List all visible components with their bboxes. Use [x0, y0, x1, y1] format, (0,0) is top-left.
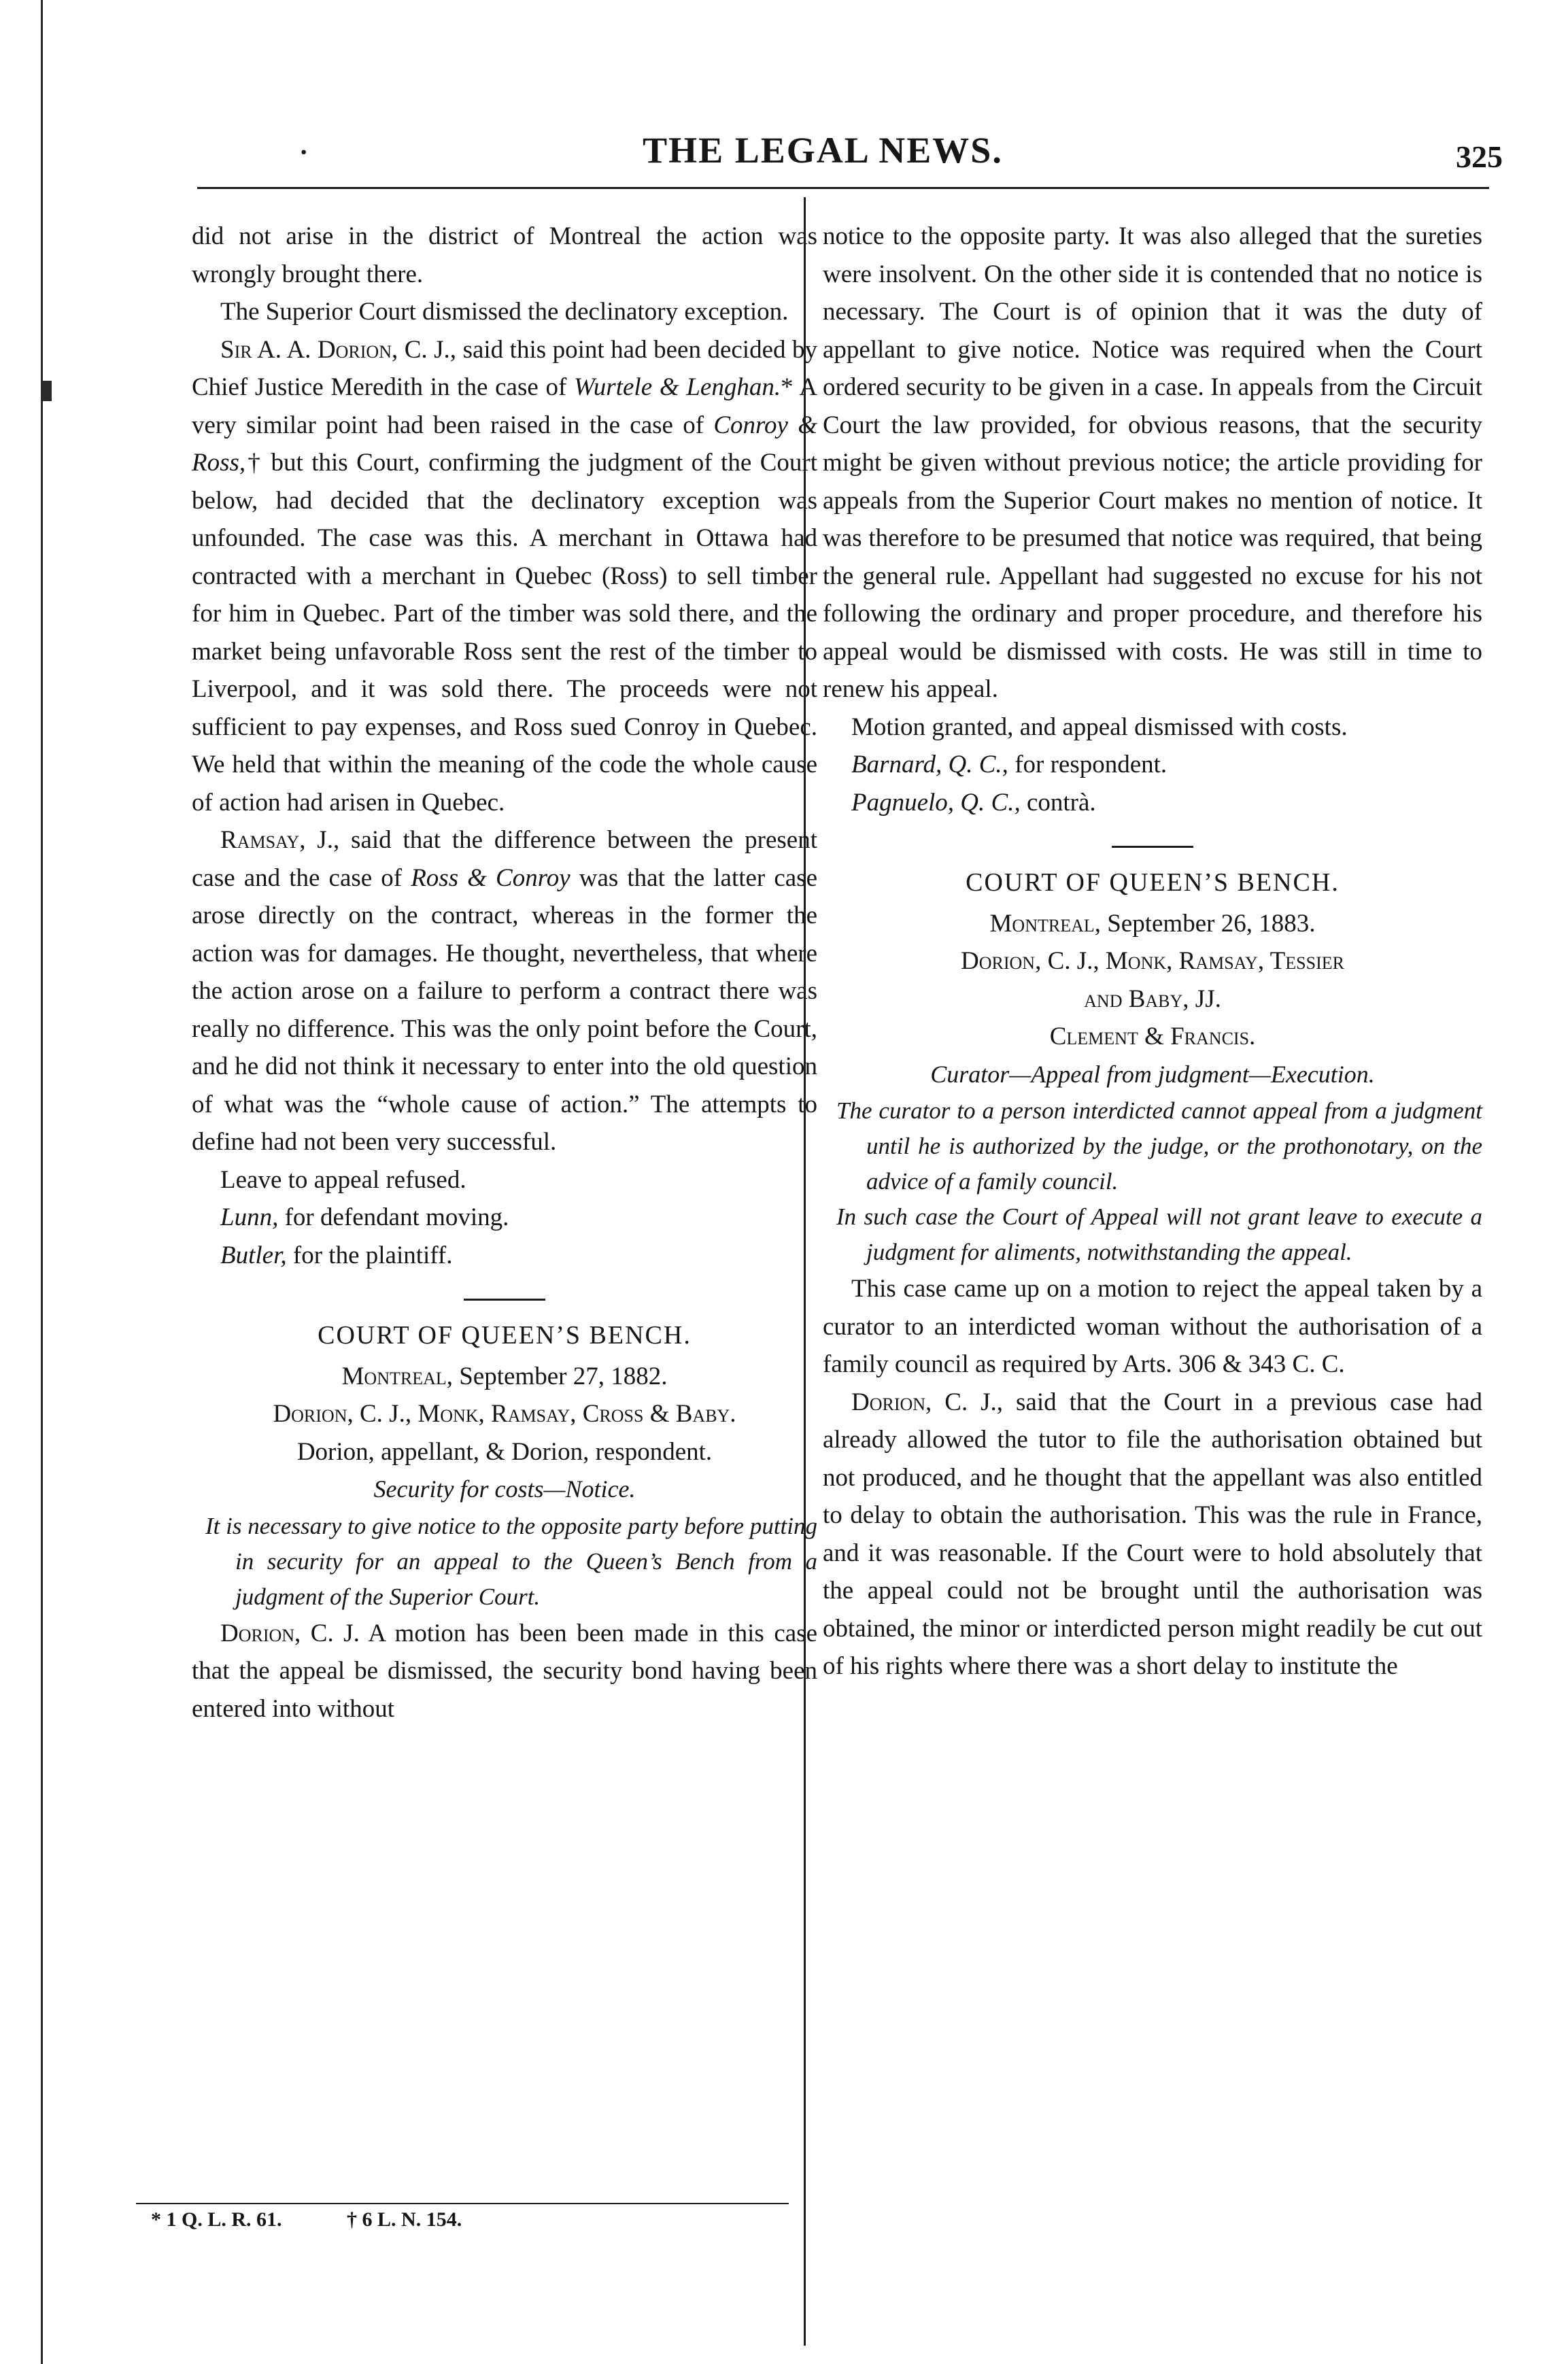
date-line	[823, 905, 1482, 943]
section-rule	[1112, 846, 1193, 848]
paragraph: did not arise in the district of Montreal the action was wrongly brought there.	[192, 222, 817, 288]
section-heading: COURT OF QUEEN’S BENCH.	[318, 1321, 692, 1350]
parties-line: Dorion, appellant, & Dorion, respondent.	[296, 1437, 713, 1466]
judge-name: Dorion, C. J.,	[851, 1388, 1004, 1416]
paragraph	[192, 821, 817, 1161]
text-run: said that the difference between the present case and the case of	[192, 826, 817, 892]
section-rule	[464, 1299, 545, 1301]
page-header	[0, 129, 1568, 184]
judge-name: Ramsay, J.,	[220, 826, 340, 854]
counsel-name: Pagnuelo, Q. C.,	[851, 788, 1021, 817]
case-name: Conroy & Ross,	[192, 411, 817, 477]
paragraph	[823, 1384, 1482, 1685]
footnote: † 6 L. N. 154.	[347, 2208, 462, 2231]
right-column	[823, 218, 1482, 1685]
paragraph	[192, 1237, 817, 1275]
syllabus: It is necessary to give notice to the opposite party before putting in security for an appeal to the Queen’s Bench from a judgment of the Superior Court.	[205, 1512, 817, 1610]
page-number: 325	[1456, 139, 1503, 174]
judge-name: Sir A. A. Dorion, C. J.,	[220, 335, 457, 364]
text-run: was that the latter case arose directly on the contract, whereas in the former the action was for damages. He thought, nevertheless, that where the action arose on a failure to perform a contract there was really no difference. This was the only point before the Court, and he did not think it necessary to enter into the old question of what was the “whole cause of action.” The attempts to define had not been very successful.	[192, 863, 818, 1156]
counsel-name: Butler,	[220, 1241, 287, 1269]
syllabus: In such case the Court of Appeal will not grant leave to execute a judgment for aliments, notwithstanding the appeal.	[836, 1203, 1482, 1265]
judges-line: Dorion, C. J., Monk, Ramsay, Cross & Baby.	[273, 1400, 736, 1428]
text-run: contrà.	[1020, 788, 1096, 817]
counsel-name: Lunn,	[220, 1203, 279, 1231]
paragraph: notice to the opposite party. It was also alleged that the sureties were insolvent. On the other side it is contended that no notice is necessary. The Court is of opinion that it was the duty of appellant to give notice. Notice was required when the Court ordered security to be given in a case. In appeals from the Circuit Court the law provided, for obvious reasons, that the security might be given without previous notice; the article providing for appeals from the Superior Court makes no mention of notice. It was therefore to be presumed that notice was required, that being the general rule. Appellant had suggested no excuse for his not following the ordinary and proper procedure, and therefore his appeal would be dismissed with costs. He was still in time to renew his appeal.	[823, 222, 1482, 703]
footnote-rule	[136, 2203, 789, 2204]
judges-line: Dorion, C. J., Monk, Ramsay, Tessier	[961, 947, 1344, 975]
judge-name: Dorion, C. J.	[220, 1619, 360, 1647]
page-binding-edge	[41, 0, 43, 2364]
text-run: said that the Court in a previous case had already allowed the tutor to file the authorisation obtained but not produced, and he thought that the appellant was also entitled to delay to obtain the authorisation. This was the rule in France, and it was reasonable. If the Court were to hold absolutely that the appeal could not be brought until the authorisation was obtained, the minor or interdicted person might readily be cut out of his rights where there was a short delay to institute the	[823, 1388, 1482, 1680]
text-run: † but this Court, confirming the judgment of the Court below, had decided that the declinatory exception was unfounded. The case was this. A merchant in Ottawa had contracted with a merchant in Quebec (Ross) to sell timber for him in Quebec. Part of the timber was sold there, and the market being unfavorable Ross sent the rest of the timber to Liverpool, and it was sold there. The proceeds were not sufficient to pay expenses, and Ross sued Conroy in Quebec. We held that within the meaning of the code the whole cause of action had arisen in Quebec.	[192, 449, 817, 817]
judges-line: and Baby, JJ.	[1084, 984, 1221, 1013]
subject-line: Curator—Appeal from judgment—Execution.	[930, 1060, 1375, 1088]
subject-line: Security for costs—Notice.	[373, 1475, 636, 1503]
section-heading: COURT OF QUEEN’S BENCH.	[966, 868, 1340, 897]
running-title: THE LEGAL NEWS.	[643, 130, 1003, 171]
paragraph: Leave to appeal refused.	[220, 1165, 466, 1194]
paragraph: Motion granted, and appeal dismissed with costs.	[851, 713, 1348, 741]
paragraph: The Superior Court dismissed the declinatory exception.	[220, 298, 789, 326]
text-run: for the plaintiff.	[286, 1241, 453, 1269]
left-column	[192, 218, 817, 1728]
text-run: for defendant moving.	[278, 1203, 509, 1231]
footnotes	[151, 2208, 790, 2231]
paragraph	[192, 331, 817, 822]
case-name: Ross & Conroy	[411, 863, 570, 892]
place: Montreal,	[341, 1362, 453, 1390]
date-line	[192, 1358, 817, 1396]
counsel-name: Barnard, Q. C.,	[851, 751, 1008, 778]
paragraph: This case came up on a motion to reject the appeal taken by a curator to an interdicted woman without the authorisation of a family council as required by Arts. 306 & 343 C. C.	[823, 1275, 1482, 1378]
text-run: said this point had been decided by Chief Justice Meredith in the case of	[192, 335, 817, 401]
text-run: * A very similar point had been raised in the case of	[192, 373, 817, 439]
date: September 26, 1883.	[1100, 909, 1316, 938]
binding-mark	[42, 381, 52, 401]
date: September 27, 1882.	[452, 1362, 668, 1390]
header-rule	[197, 187, 1489, 189]
syllabus: The curator to a person interdicted cannot appeal from a judgment until he is authorized by the judge, or the prothonotary, on the advice of a family council.	[836, 1097, 1482, 1195]
paragraph	[192, 1615, 817, 1728]
text-run: for respondent.	[1008, 751, 1168, 778]
paragraph	[192, 1199, 817, 1237]
paragraph	[823, 784, 1482, 822]
header-dot: ·	[299, 137, 309, 167]
footnote: * 1 Q. L. R. 61.	[151, 2208, 282, 2231]
case-name: Wurtele & Lenghan.	[574, 373, 781, 401]
paragraph	[823, 746, 1482, 784]
parties-line: Clement & Francis.	[1049, 1023, 1256, 1050]
text-run: A motion has been been made in this case that the appeal be dismissed, the security bond having been entered into without	[192, 1619, 817, 1723]
place: Montreal,	[989, 909, 1101, 938]
